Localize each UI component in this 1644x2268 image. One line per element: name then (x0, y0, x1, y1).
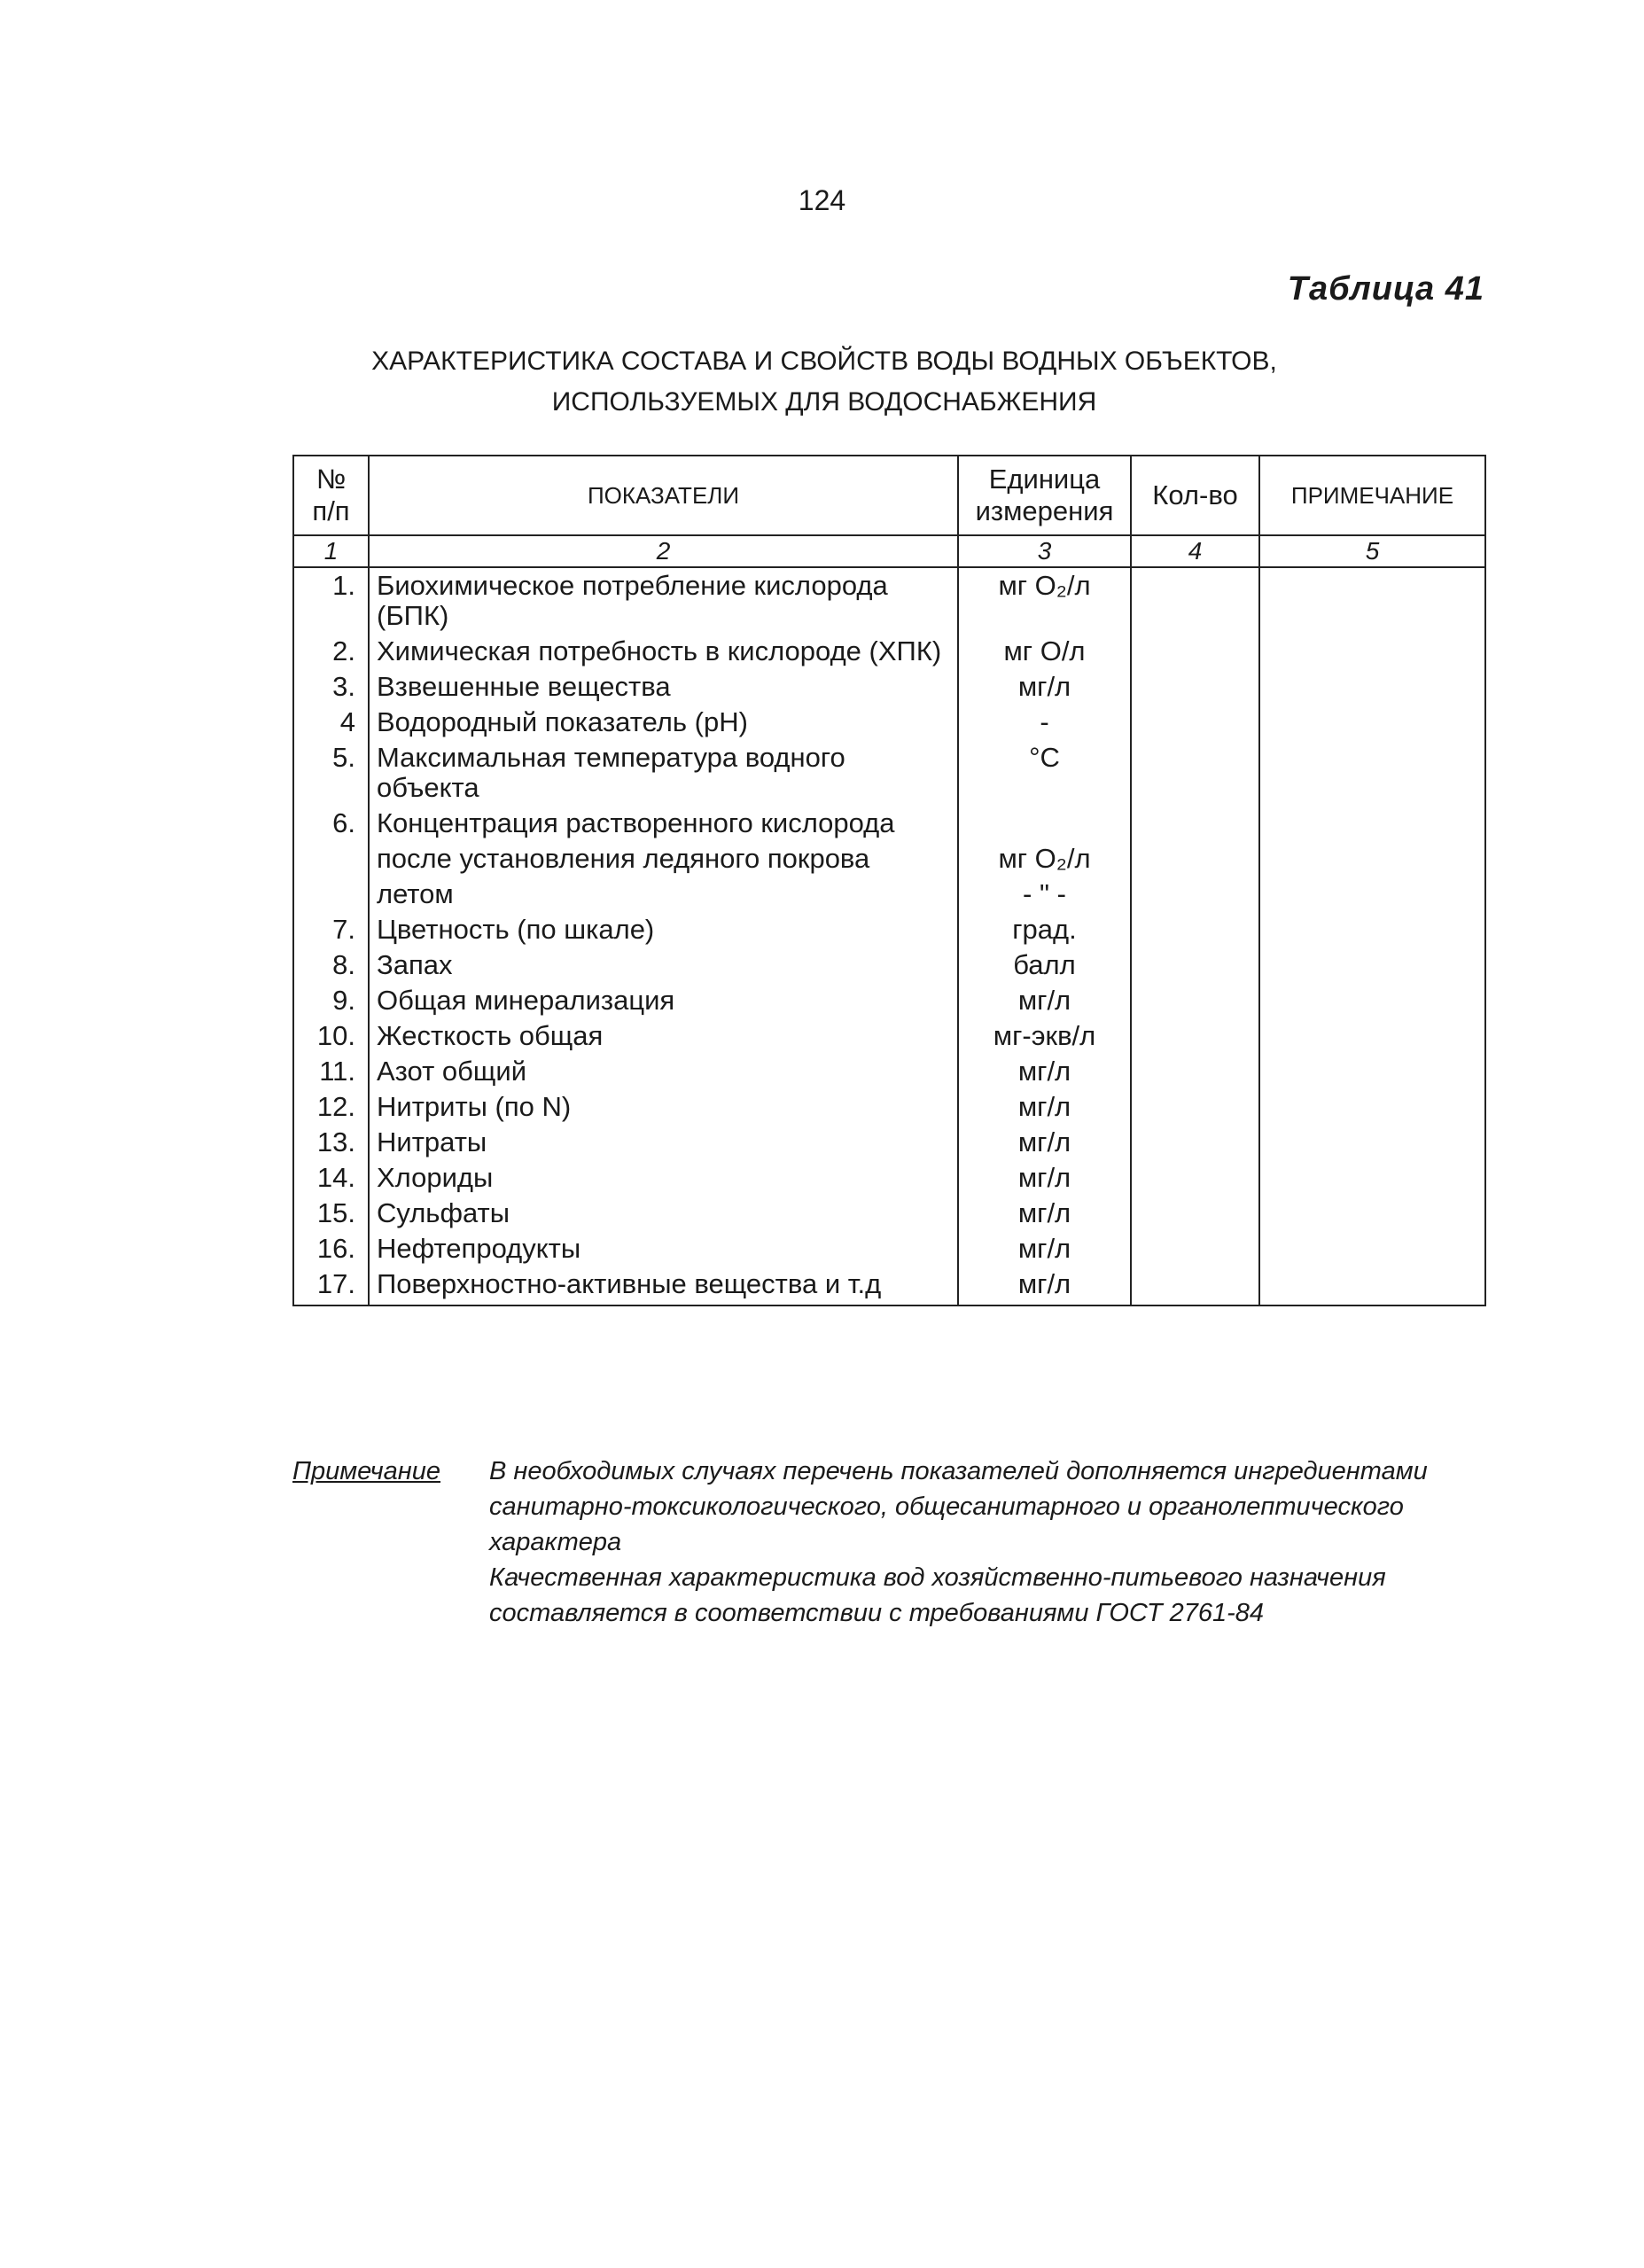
table-title-line-2: ИСПОЛЬЗУЕМЫХ ДЛЯ ВОДОСНАБЖЕНИЯ (551, 387, 1097, 417)
row-quantity (1131, 1125, 1259, 1160)
row-unit: мг/л (958, 1125, 1131, 1160)
row-unit (958, 806, 1131, 841)
row-remark (1259, 1089, 1485, 1125)
row-unit: балл (958, 947, 1131, 983)
row-unit: мг O₂/л (958, 567, 1131, 634)
row-unit: мг/л (958, 1054, 1131, 1089)
table-row (293, 1018, 1485, 1054)
column-number: 4 (1131, 535, 1259, 567)
row-remark (1259, 841, 1485, 877)
row-indicator: Хлориды (369, 1160, 958, 1196)
row-unit: мг O/л (958, 634, 1131, 669)
row-remark (1259, 1054, 1485, 1089)
row-remark (1259, 705, 1485, 740)
table-row (293, 1196, 1485, 1231)
table-row (293, 806, 1485, 841)
page-number: 124 (798, 184, 846, 216)
row-unit: мг/л (958, 1089, 1131, 1125)
column-number: 1 (293, 535, 369, 567)
row-quantity (1131, 669, 1259, 705)
table-row (293, 740, 1485, 806)
indicators-table (292, 455, 1486, 1306)
row-quantity (1131, 1089, 1259, 1125)
row-unit: - " - (958, 877, 1131, 912)
row-number: 12. (293, 1089, 369, 1125)
row-indicator: Азот общий (369, 1054, 958, 1089)
row-remark (1259, 1125, 1485, 1160)
row-number: 14. (293, 1160, 369, 1196)
header-number: № п/п (293, 456, 369, 535)
row-unit: мг-экв/л (958, 1018, 1131, 1054)
table-row (293, 1125, 1485, 1160)
row-remark (1259, 806, 1485, 841)
row-indicator: Поверхностно-активные вещества и т.д (369, 1266, 958, 1305)
row-number: 2. (293, 634, 369, 669)
row-quantity (1131, 1018, 1259, 1054)
row-number: 1. (293, 567, 369, 634)
row-quantity (1131, 634, 1259, 669)
row-remark (1259, 1160, 1485, 1196)
table-row (293, 877, 1485, 912)
row-indicator: Химическая потребность в кислороде (ХПК) (369, 634, 958, 669)
row-quantity (1131, 877, 1259, 912)
row-quantity (1131, 705, 1259, 740)
table-row (293, 1089, 1485, 1125)
row-quantity (1131, 740, 1259, 806)
row-number: 9. (293, 983, 369, 1018)
footnote-body (489, 1454, 1484, 1631)
row-remark (1259, 1196, 1485, 1231)
row-indicator: Нитриты (по N) (369, 1089, 958, 1125)
table-row (293, 1266, 1485, 1305)
header-remark: ПРИМЕЧАНИЕ (1259, 456, 1485, 535)
row-unit: мг O₂/л (958, 841, 1131, 877)
row-unit: мг/л (958, 1196, 1131, 1231)
row-number (293, 841, 369, 877)
header-quantity: Кол-во (1131, 456, 1259, 535)
table-row (293, 705, 1485, 740)
table-row (293, 841, 1485, 877)
row-number: 16. (293, 1231, 369, 1266)
row-indicator: Нефтепродукты (369, 1231, 958, 1266)
row-quantity (1131, 1231, 1259, 1266)
row-indicator: Сульфаты (369, 1196, 958, 1231)
row-indicator: Взвешенные вещества (369, 669, 958, 705)
table-title (292, 341, 1356, 423)
table-label: Таблица 41 (1287, 270, 1484, 308)
table-title-line-1: ХАРАКТЕРИСТИКА СОСТАВА И СВОЙСТВ ВОДЫ ВОДНЫХ ОБЪЕКТОВ, (371, 347, 1277, 376)
row-remark (1259, 912, 1485, 947)
row-unit: мг/л (958, 1266, 1131, 1305)
row-quantity (1131, 912, 1259, 947)
table-header-row (293, 456, 1485, 535)
row-unit: град. (958, 912, 1131, 947)
row-remark (1259, 634, 1485, 669)
row-remark (1259, 1266, 1485, 1305)
row-indicator: Биохимическое потребление кислорода (БПК) (369, 567, 958, 634)
row-remark (1259, 1231, 1485, 1266)
table-row (293, 947, 1485, 983)
row-quantity (1131, 567, 1259, 634)
row-remark (1259, 740, 1485, 806)
row-remark (1259, 567, 1485, 634)
row-unit: мг/л (958, 1160, 1131, 1196)
row-indicator: Цветность (по шкале) (369, 912, 958, 947)
row-quantity (1131, 841, 1259, 877)
row-remark (1259, 1018, 1485, 1054)
table-row (293, 567, 1485, 634)
row-indicator: Запах (369, 947, 958, 983)
table-row (293, 912, 1485, 947)
row-remark (1259, 983, 1485, 1018)
row-quantity (1131, 947, 1259, 983)
column-number: 5 (1259, 535, 1485, 567)
row-number: 4 (293, 705, 369, 740)
row-unit: - (958, 705, 1131, 740)
row-indicator: Жесткость общая (369, 1018, 958, 1054)
row-indicator: Общая минерализация (369, 983, 958, 1018)
header-indicators: ПОКАЗАТЕЛИ (369, 456, 958, 535)
row-quantity (1131, 1160, 1259, 1196)
table-row (293, 1054, 1485, 1089)
row-remark (1259, 669, 1485, 705)
row-quantity (1131, 1196, 1259, 1231)
row-remark (1259, 947, 1485, 983)
row-quantity (1131, 1054, 1259, 1089)
row-indicator: Водородный показатель (pH) (369, 705, 958, 740)
column-number-row (293, 535, 1485, 567)
row-unit: °C (958, 740, 1131, 806)
table-body (293, 567, 1485, 1305)
row-unit: мг/л (958, 669, 1131, 705)
table-row (293, 634, 1485, 669)
row-number: 17. (293, 1266, 369, 1305)
row-indicator: после установления ледяного покрова (369, 841, 958, 877)
footnote-label: Примечание (292, 1457, 441, 1485)
row-quantity (1131, 983, 1259, 1018)
row-indicator: Концентрация растворенного кислорода (369, 806, 958, 841)
column-number: 2 (369, 535, 958, 567)
table-row (293, 983, 1485, 1018)
row-number (293, 877, 369, 912)
table-row (293, 1231, 1485, 1266)
row-number: 6. (293, 806, 369, 841)
row-indicator: Максимальная температура водного объекта (369, 740, 958, 806)
row-number: 15. (293, 1196, 369, 1231)
row-number: 11. (293, 1054, 369, 1089)
table-row (293, 669, 1485, 705)
footnote-paragraph: Качественная характеристика вод хозяйственно-питьевого назначения составляется в соответствии с требованиями ГОСТ 2761-84 (489, 1563, 1386, 1627)
row-quantity (1131, 1266, 1259, 1305)
row-quantity (1131, 806, 1259, 841)
row-remark (1259, 877, 1485, 912)
row-number: 8. (293, 947, 369, 983)
row-indicator: Нитраты (369, 1125, 958, 1160)
row-indicator: летом (369, 877, 958, 912)
row-number: 7. (293, 912, 369, 947)
row-unit: мг/л (958, 983, 1131, 1018)
table-row (293, 1160, 1485, 1196)
row-unit: мг/л (958, 1231, 1131, 1266)
row-number: 10. (293, 1018, 369, 1054)
column-number: 3 (958, 535, 1131, 567)
row-number: 3. (293, 669, 369, 705)
footnote (292, 1454, 1484, 1631)
footnote-paragraph: В необходимых случаях перечень показателей дополняется ингредиентами санитарно-токсикологического, общесанитарного и органолептического характера (489, 1457, 1428, 1556)
row-number: 13. (293, 1125, 369, 1160)
row-number: 5. (293, 740, 369, 806)
header-unit: Единица измерения (958, 456, 1131, 535)
